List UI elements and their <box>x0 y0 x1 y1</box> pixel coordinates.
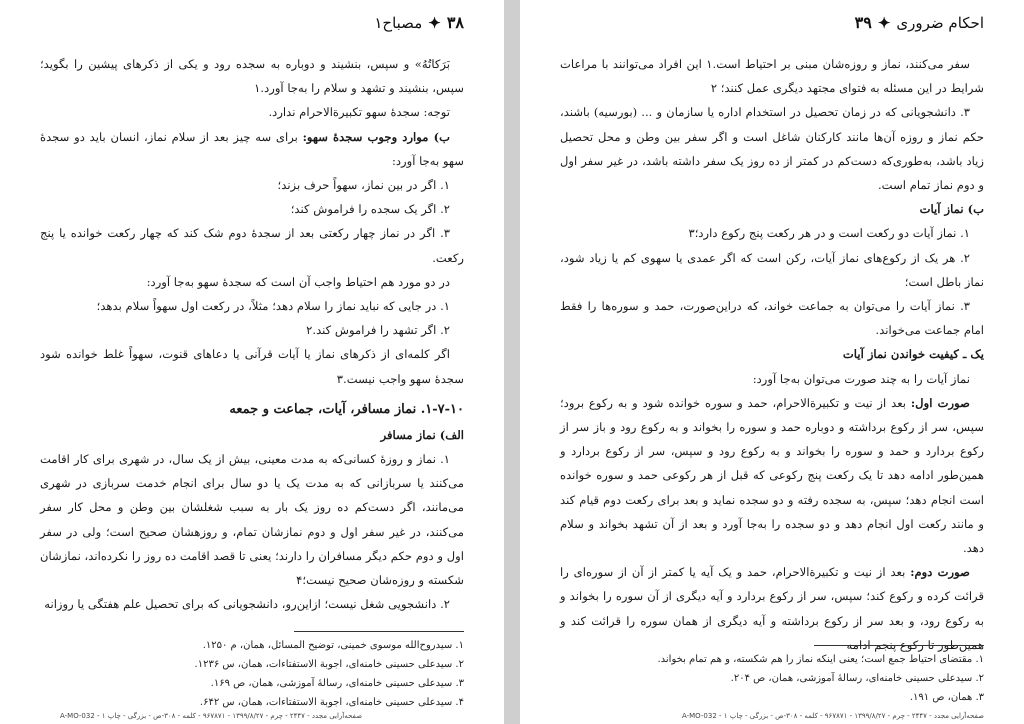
subsection-heading: ب) نماز آیات <box>919 202 984 217</box>
runin-text: برای سه چیز بعد از سلام نماز، انسان باید دو سجدهٔ سهو به‌جا آورد: <box>40 129 464 168</box>
footnote: ۱. مقتضای احتیاط جمع است؛ یعنی اینکه نماز را هم شکسته، و هم تمام بخواند. <box>657 654 984 665</box>
right-page-header <box>560 10 984 34</box>
list-item: ۱. نماز و روزهٔ کسانی‌که به مدت معینی، بیش از یک سال، در شهری برای کار اقامت می‌کنند یا سربازانی که به مدت یک یا دو سال برای انجام خدمت سربازی در شهری می‌مانند، اگر دست‌کم ده روز یک بار به سبب شغلشان بین وطن و محل کار سفر می‌کنند، در غیر سفر اول و دوم نمازشان تمام، و روزهشان صحیح است؛ ولی در سفر اول و دوم حکم دیگر مسافران را دارند؛ یعنی تا قصد اقامت ده روز را نکرده‌اند، نمازشان شکسته و روزه‌شان صحیح نیست؛۴ <box>40 452 464 588</box>
list-item: ۲. دانشجویی شغل نیست؛ ازاین‌رو، دانشجویانی که برای تحصیل علم هفتگی یا روزانه <box>44 597 450 612</box>
section-heading: ۱-۷-۱۰. نماز مسافر، آیات، جماعت و جمعه <box>229 401 464 417</box>
paragraph: در دو مورد هم احتیاط واجب آن است که سجدهٔ سهو به‌جا آورد: <box>146 274 450 289</box>
runin-text: بعد از نیت و تکبیرة‌الاحرام، حمد و یک آیه یا کمتر از آن از سوره‌ای را قرائت کرده و رکوع کند؛ سپس، سر از رکوع بردارد و آیه دیگری از آن سوره را بخواند و به رکوع رود، و بعد سر از رکوع برداشته و آیه دیگری از همان سوره را قرائت کند و همین‌طور تا رکوع پنجم ادامه <box>560 565 984 652</box>
book-gutter <box>504 0 520 724</box>
list-item: ۳. نماز آیات را می‌توان به جماعت خواند، که دراین‌صورت، حمد و سوره‌ها را فقط امام جماعت می‌خواند. <box>560 299 984 338</box>
left-page-chapter-title <box>374 13 464 32</box>
left-page-chapter: مصباح۱ <box>374 13 423 32</box>
list-item: ۲. هر یک از رکوع‌های نماز آیات، رکن است که اگر عمدی یا سهوی کم یا زیاد شود، نماز باطل است؛ <box>560 250 984 289</box>
paragraph: اگر کلمه‌ای از ذکرهای نماز یا آیات قرآنی یا دعاهای قنوت، سهواً غلط خوانده شود سجدهٔ سهو واجب نیست.۳ <box>40 347 464 386</box>
right-page-number: ۳۹ <box>854 12 872 32</box>
paragraph: نماز آیات را به چند صورت می‌توان به‌جا آورد: <box>752 371 970 386</box>
footnote-divider <box>814 645 984 646</box>
note-paragraph: توجه: سجدهٔ سهو تکبیرة‌الاحرام ندارد. <box>268 105 450 120</box>
footnote: ۳. سیدعلی حسینی خامنه‌ای، رسالهٔ آموزشی، همان، ص ۱۶۹. <box>210 678 464 689</box>
paragraph: بَرَکاتُهُ» و سپس، بنشیند و دوباره به سجده رود و یکی از ذکرهای پیشین را بگوید؛ سپس، بنشیند و تشهد و سلام را به‌جا آورد.۱ <box>40 57 464 96</box>
right-page-footnotes <box>560 650 984 707</box>
list-item: ۳. دانشجویانی که در زمان تحصیل در استخدام اداره یا سازمان و ... (بورسیه) باشند، حکم نماز و روزه آن‌ها مانند کارکنان شاغل است و اگر سفر بین وطن و محل تحصیل زیاد باشد، به‌طوری‌که دست‌کم در کمتر از ده روز یک سفر داشته باشد، در غیر سفر اول و دوم نماز تمام است. <box>560 105 984 193</box>
list-item: ۱. در جایی که نباید نماز را سلام دهد؛ مثلاً، در رکعت اول سهواً سلام بدهد؛ <box>96 299 450 314</box>
paragraph-runin <box>40 125 464 173</box>
runin-lead: صورت دوم: <box>910 565 970 580</box>
paragraph-runin <box>560 391 984 560</box>
runin-text: بعد از نیت و تکبیرة‌الاحرام، حمد و سوره خوانده شود و به رکوع برود؛ سپس، سر از رکوع برداشته و دوباره حمد و سوره را بخواند و به رکوع رود و باز سر از رکوع بردارد و حمد و سوره را بخواند و به رکوع رود و سپس، سر از رکوع بردارد و همین‌طور ادامه دهد تا یک رکعت پنج رکوعی که قبل از هر رکوعی حمد و سوره خوانده است انجام دهد؛ سپس، به سجده رفته و دو سجده نماید و بعد برای رکعت دوم قیام کند و مانند رکعت اول انجام دهد و دو سجده را به‌جا آورد و بعد از آن تشهد بخواند و سلام دهد. <box>560 395 984 556</box>
runin-lead: صورت اول: <box>910 395 970 410</box>
runin-lead: ب) موارد وجوب سجدهٔ سهو: <box>302 129 450 144</box>
footnote-divider <box>294 631 464 632</box>
paragraph-runin <box>560 560 984 657</box>
right-page-body <box>560 52 984 657</box>
left-page <box>0 0 504 724</box>
right-page <box>520 0 1024 724</box>
left-page-number: ۳۸ <box>446 12 464 32</box>
print-slug: صفحه‌آرایی مجدد - ۲۴۴۷ - چرم - ۱۳۹۹/۸/۲۷ - ۹۶۷۸۷۱ - کلمه - ۳۰۸-ص - بزرگی - چاپ ۱ - A-MO-032 <box>681 712 984 720</box>
footnote: ۳. همان، ص ۱۹۱. <box>909 692 984 703</box>
plus-ornament-icon: ✦ <box>877 13 891 32</box>
list-item: ۲. اگر یک سجده را فراموش کند؛ <box>290 202 450 217</box>
footnote: ۴. سیدعلی حسینی خامنه‌ای، اجوبة الاستفتاءات، همان، س ۶۴۲. <box>199 697 464 708</box>
list-item: ۳. اگر در نماز چهار رکعتی بعد از سجدهٔ دوم شک کند که چهار رکعت خوانده یا پنج رکعت. <box>40 226 464 265</box>
print-slug: صفحه‌آرایی مجدد - ۲۴۴۷ - چرم - ۱۳۹۹/۸/۲۷ - ۹۶۷۸۷۱ - کلمه - ۳۰۸-ص - بزرگی - چاپ ۱ - A-MO-032 <box>60 712 363 720</box>
list-item: ۲. اگر تشهد را فراموش کند.۲ <box>306 323 450 338</box>
footnote: ۲. سیدعلی حسینی خامنه‌ای، اجوبة الاستفتاءات، همان، س ۱۲۳۶. <box>194 659 464 670</box>
plus-ornament-icon: ✦ <box>428 13 441 32</box>
subsection-heading: یک ـ کیفیت خواندن نماز آیات <box>842 347 984 362</box>
footnote: ۲. سیدعلی حسینی خامنه‌ای، رسالهٔ آموزشی، همان، ص ۲۰۴. <box>730 673 984 684</box>
right-page-chapter-title <box>855 13 984 32</box>
right-page-chapter: احکام ضروری <box>896 13 984 32</box>
list-item: ۱. اگر در بین نماز، سهواً حرف بزند؛ <box>277 178 450 193</box>
paragraph: سفر می‌کنند، نماز و روزه‌شان مبنی بر احتیاط است.۱ این افراد می‌توانند با مراعات شرایط در این مسئله به فتوای مجتهد دیگری عمل کنند؛ ۲ <box>560 57 984 96</box>
left-page-body <box>40 52 464 616</box>
left-page-footnotes <box>40 636 464 712</box>
subsection-heading: الف) نماز مسافر <box>380 427 464 442</box>
footnote: ۱. سیدروح‌الله موسوی خمینی، توضیح المسائل، همان، م ۱۲۵۰. <box>202 640 464 651</box>
left-page-header <box>40 10 464 34</box>
list-item: ۱. نماز آیات دو رکعت است و در هر رکعت پنج رکوع دارد؛۳ <box>688 226 970 241</box>
